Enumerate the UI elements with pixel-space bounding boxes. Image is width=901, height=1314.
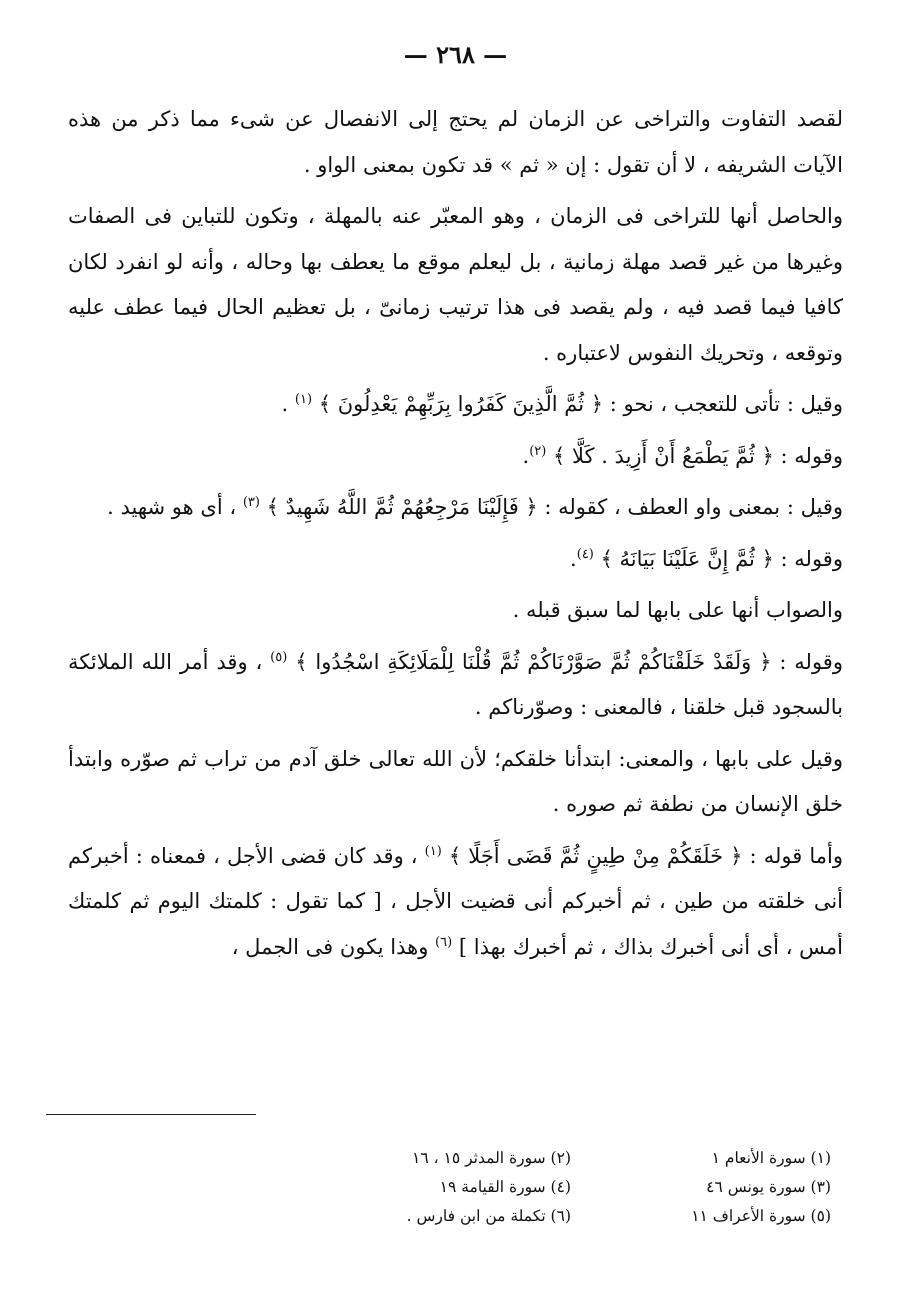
example-lead: وقوله : [773,546,843,571]
example-tail: . [570,546,577,571]
footnote-divider [46,1114,256,1115]
footnote-ref: (٥) [270,649,288,665]
footnote-ref: (١) [424,843,442,859]
quran-quote: ﴿ ثُمَّ الَّذِينَ كَفَرُوا بِرَبِّهِمْ يَعْدِلُونَ ﴾ [318,392,604,416]
example-tail: . [281,392,295,416]
body-text [68,97,843,970]
quran-quote: ﴿ ثُمَّ يَطْمَعُ أَنْ أَزِيدَ . كَلَّا ﴾ [553,443,774,468]
paragraph: والصواب أنها على بابها لما سبق قبله . [512,598,843,622]
footnote-item: (١) سورة الأنعام ١ [711,1149,831,1167]
example-line [68,382,843,428]
footnote-item: (٢) سورة المدثر ١٥ ، ١٦ [412,1149,571,1167]
example-tail: ، أى هو شهيد . [107,495,243,519]
paragraph: لقصد التفاوت والتراخى عن الزمان لم يحتج إلى الانفصال عن شىء مما ذكر من هذه الآيات الشريفه ، لا أن تقول : إن « ثم » قد تكون بمعنى الواو . [68,107,843,177]
example-line [68,537,843,583]
quran-quote: ﴿ خَلَقَكُمْ مِنْ طِينٍ ثُمَّ قَضَى أَجَلًا ﴾ [448,843,743,868]
footnotes [271,1144,831,1231]
quran-quote: ﴿ فَإِلَيْنَا مَرْجِعُهُمْ ثُمَّ اللَّهُ شَهِيدٌ ﴾ [266,495,538,519]
example-tail: ، وقد أمر الله الملائكة بالسجود قبل خلقنا ، فالمعنى : وصوّرناكم . [68,649,843,719]
quran-quote: ﴿ ثُمَّ إِنَّ عَلَيْنَا بَيَانَهُ ﴾ [600,546,774,571]
footnote-item: (٦) تكملة من ابن فارس . [406,1207,571,1225]
footnote-column-right [601,1144,831,1231]
footnote-item: (٤) سورة القيامة ١٩ [439,1178,571,1196]
example-lead: وقيل : تأتى للتعجب ، نحو : [603,392,843,416]
example-line [68,640,843,731]
example-mid: ، وقد كان قضى الأجل ، فمعناه : أخبركم أنى خلقته من طين ، ثم أخبركم أنى قضيت الأجل ، [ كما تقول : كلمتك اليوم ثم كلمتك أمس ، أى أنى أخبرك بذاك ، ثم أخبرك بهذا ] [68,843,843,959]
paragraph: وقيل على بابها ، والمعنى: ابتدأنا خلقكم؛ لأن الله تعالى خلق آدم من تراب ثم صوّره وابتدأ خلق الإنسان من نطفة ثم صوره . [68,746,843,816]
example-line [68,434,843,480]
footnote-column-left [271,1144,571,1231]
example-lead: وقوله : [771,649,843,674]
footnote-ref: (١) [294,392,313,407]
page-number: — ٢٦٨ — [403,40,508,69]
example-line [68,834,843,971]
quran-quote: ﴿ وَلَقَدْ خَلَقْنَاكُمْ ثُمَّ صَوَّرْنَاكُمْ ثُمَّ قُلْنَا لِلْمَلَائِكَةِ اسْجُدُوا ﴾ [295,649,772,674]
example-lead: وأما قوله : [742,843,843,868]
footnote-ref: (٢) [529,443,547,459]
paragraph: والحاصل أنها للتراخى فى الزمان ، وهو المعبّر عنه بالمهلة ، وتكون للتباين فى الصفات وغيرها من غير قصد مهلة زمانية ، بل ليعلم موقع ما يعطف بها وحاله ، وأنه لو انفرد لكان كافيا فيما قصد فيه ، ولم يقصد فى هذا ترتيب زمانىّ ، بل تعظيم الحال فيما عطف عليه وتوقعه ، وتحريك النفوس لاعتباره . [68,204,843,365]
footnote-item: (٣) سورة يونس ٤٦ [706,1178,831,1196]
example-tail: . [522,443,530,468]
example-line [68,485,843,531]
example-tail: وهذا يكون فى الجمل ، [231,934,436,959]
footnote-ref: (٦) [435,934,453,950]
example-lead: وقوله : [773,443,843,468]
footnote-item: (٥) سورة الأعراف ١١ [691,1207,831,1225]
example-lead: وقيل : بمعنى واو العطف ، كقوله : [537,495,843,519]
footnote-ref: (٤) [576,546,594,562]
footnote-ref: (٣) [242,495,260,510]
